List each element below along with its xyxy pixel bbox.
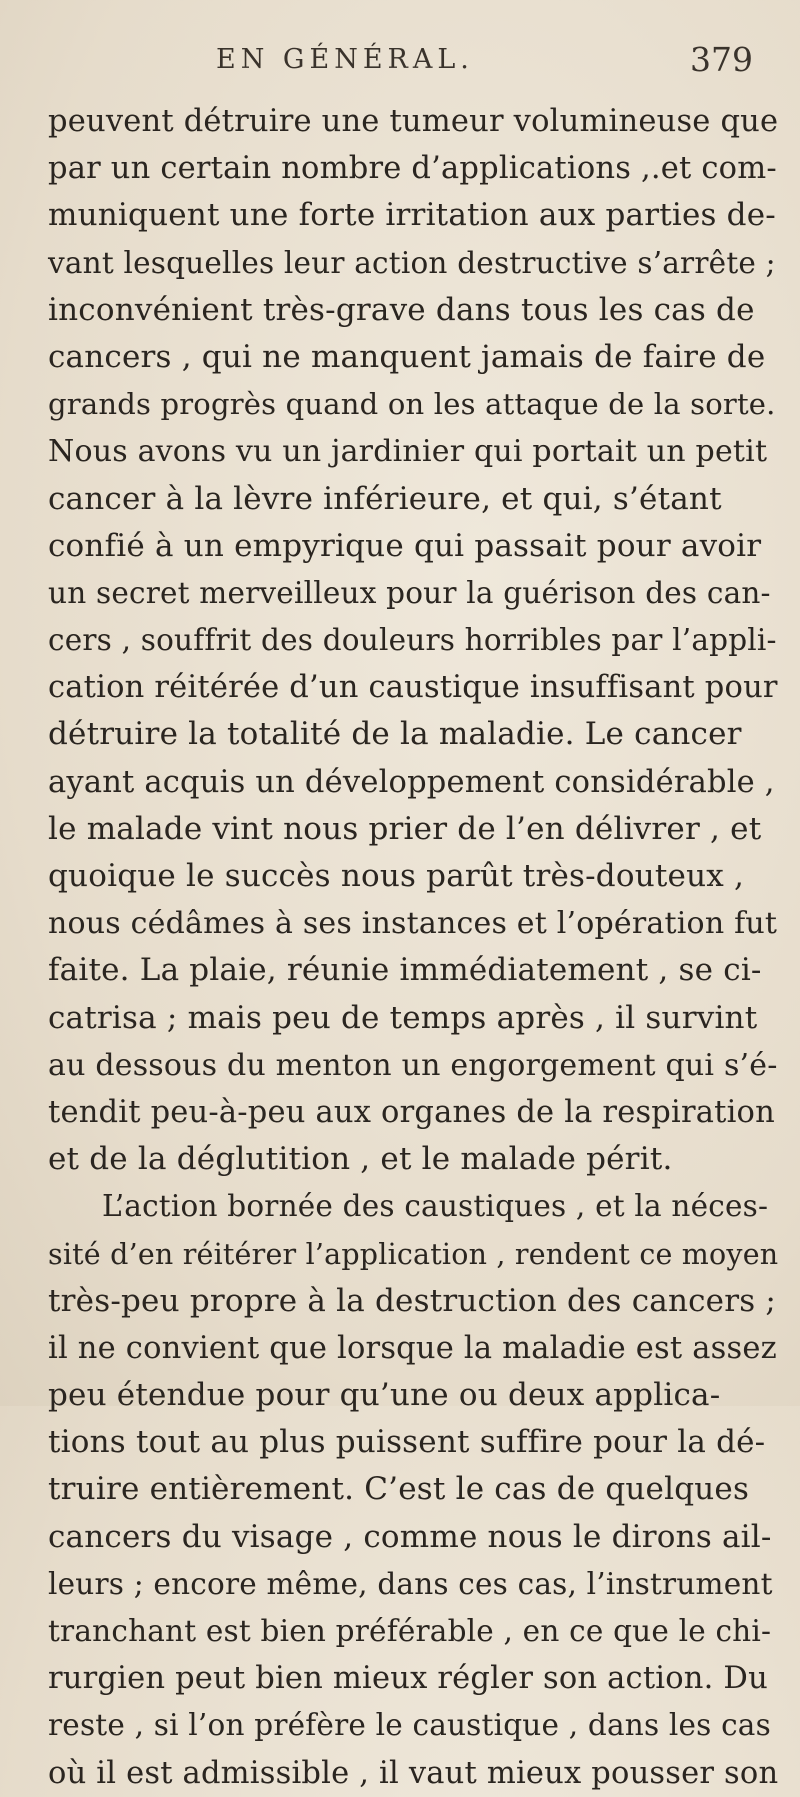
text-line: cancers , qui ne manquent jamais de faire de [48, 338, 766, 375]
text-line: il ne convient que lorsque la maladie est assez [48, 1330, 777, 1366]
text-line: muniquent une forte irritation aux parties de- [48, 197, 776, 234]
text-line: où il est admissible , il vaut mieux pousser son [48, 1755, 779, 1791]
text-line: grands progrès quand on les attaque de la sorte. [48, 387, 776, 422]
text-line: vant lesquelles leur action destructive s’arrête ; [48, 245, 776, 280]
running-head: EN GÉNÉRAL. [216, 44, 474, 75]
text-line: et de la déglutition , et le malade périt. [48, 1141, 673, 1178]
text-line: cers , souffrit des douleurs horribles par l’appli- [48, 623, 777, 658]
text-line: inconvénient très-grave dans tous les cas de [48, 291, 755, 328]
page-number: 379 [690, 40, 753, 79]
text-line: faite. La plaie, réunie immédiatement , se ci- [48, 952, 762, 989]
text-line: confié à un empyrique qui passait pour avoir [48, 527, 762, 564]
text-line: un secret merveilleux pour la guérison des can- [48, 575, 771, 610]
text-line: sité d’en réitérer l’application , rendent ce moyen [48, 1237, 779, 1271]
text-line: détruire la totalité de la maladie. Le cancer [48, 716, 742, 753]
text-line: le malade vint nous prier de l’en délivrer , et [48, 810, 762, 847]
text-line: leurs ; encore même, dans ces cas, l’instrument [48, 1566, 773, 1601]
text-line: au dessous du menton un engorgement qui s’é- [48, 1047, 778, 1083]
text-line: peu étendue pour qu’une ou deux applica- [48, 1377, 721, 1414]
text-line: cancers du visage , comme nous le dirons ail- [48, 1518, 772, 1555]
text-line: catrisa ; mais peu de temps après , il survint [48, 999, 758, 1036]
text-line: très-peu propre à la destruction des cancers ; [48, 1282, 777, 1319]
text-line: par un certain nombre d’applications ,.et com- [48, 151, 777, 187]
text-line: rurgien peut bien mieux régler son action. Du [48, 1661, 768, 1697]
text-line: quoique le succès nous parût très-douteux , [48, 858, 745, 894]
text-line: tranchant est bien préférable , en ce que le chi- [48, 1614, 772, 1648]
text-line: tions tout au plus puissent suffire pour la dé- [48, 1424, 766, 1461]
text-line: Nous avons vu un jardinier qui portait un petit [48, 434, 768, 470]
text-line: ayant acquis un développement considérable , [48, 764, 775, 800]
text-line: reste , si l’on préfère le caustique , dans les cas [48, 1708, 771, 1743]
text-line: nous cédâmes à ses instances et l’opération fut [48, 906, 778, 942]
text-line: cancer à la lèvre inférieure, et qui, s’étant [48, 480, 722, 517]
text-line: cation réitérée d’un caustique insuffisant pour [48, 670, 778, 706]
text-line: tendit peu-à-peu aux organes de la respiration [48, 1094, 775, 1130]
body-text [48, 98, 778, 1797]
text-line: truire entièrement. C’est le cas de quelques [48, 1471, 750, 1508]
paragraph-start-line: L’action bornée des caustiques , et la néces- [102, 1189, 769, 1224]
text-line: peuvent détruire une tumeur volumineuse que [48, 104, 779, 139]
